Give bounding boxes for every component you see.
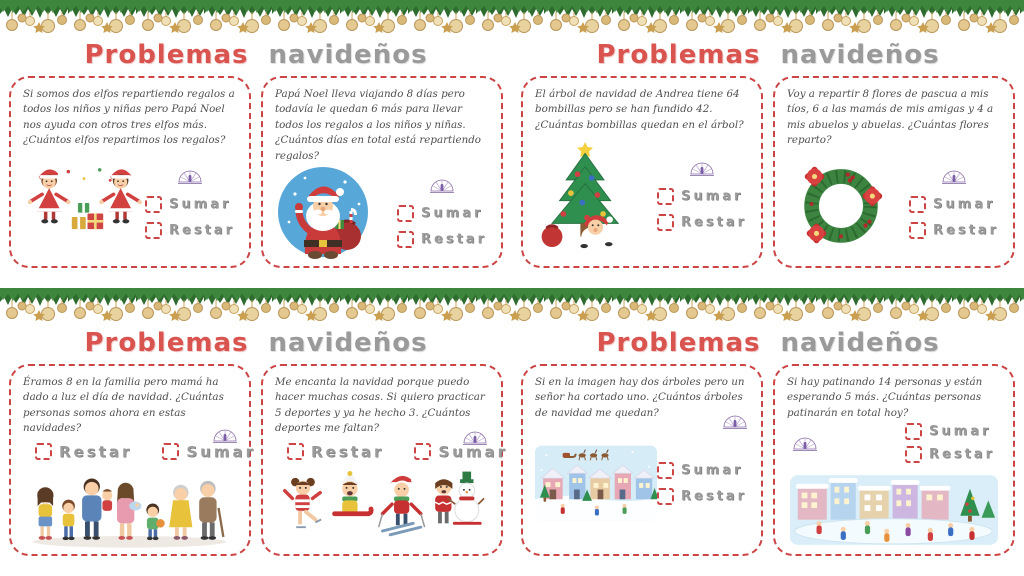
problem-card-village — [521, 364, 763, 556]
option-sumar — [909, 196, 995, 213]
sumar-label: Sumar — [681, 189, 744, 205]
problem-card-wreath — [773, 76, 1015, 268]
option-restar — [145, 222, 235, 239]
restar-label: Restar — [421, 232, 487, 248]
option-sumar — [162, 443, 256, 461]
restar-checkbox[interactable] — [657, 488, 674, 505]
options — [909, 167, 1001, 239]
sumar-label: Sumar — [169, 196, 232, 212]
sumar-label: Sumar — [929, 424, 992, 440]
options — [145, 167, 237, 239]
problem-text: Papá Noel lleva viajando 8 días pero todavía le quedan 6 más para llevar todos los regalos a los niños y niñas. ¿Cuántos días en total está repartiendo regalos? — [275, 88, 481, 162]
ice-skating-rink-illustration — [790, 475, 998, 545]
sumar-label: Sumar — [438, 442, 508, 461]
problem-text: Éramos 8 en la familia pero mamá ha dado a luz el día de navidad. ¿Cuántas personas somos ahora en estas navidades? — [23, 376, 224, 435]
kids-winter-sports-illustration — [279, 471, 485, 545]
restar-label: Restar — [59, 442, 133, 461]
title-navidenos: navideños — [780, 40, 940, 70]
worksheet-bottom-half — [0, 288, 1024, 576]
garland-border — [0, 0, 1024, 34]
card-bottom — [787, 149, 1001, 257]
title-problemas: Problemas — [84, 40, 249, 70]
sumar-label: Sumar — [933, 196, 996, 212]
option-restar — [905, 446, 995, 463]
option-sumar — [905, 423, 991, 440]
options — [35, 442, 256, 461]
worksheet-title — [596, 34, 939, 76]
worksheet-title — [84, 34, 427, 76]
sumar-checkbox[interactable] — [909, 196, 926, 213]
card-middle — [791, 423, 997, 463]
restar-label: Restar — [311, 442, 385, 461]
sumar-checkbox[interactable] — [657, 462, 674, 479]
worksheet-title — [596, 322, 939, 364]
snowy-village-illustration — [535, 439, 657, 527]
card-bottom — [23, 149, 237, 257]
garland-border — [0, 288, 1024, 322]
option-restar — [657, 488, 747, 505]
card-bottom — [23, 463, 237, 549]
brand-logo — [721, 412, 749, 430]
brand-logo — [791, 434, 819, 452]
title-problemas: Problemas — [596, 328, 761, 358]
sumar-label: Sumar — [681, 462, 744, 478]
options — [657, 462, 749, 505]
top-quadrants — [0, 34, 1024, 268]
santa-with-sack-illustration — [275, 164, 371, 260]
quadrant-4 — [512, 322, 1024, 556]
problem-card-family — [9, 364, 256, 556]
problem-card-skating — [773, 364, 1015, 556]
quadrant-3 — [0, 322, 512, 556]
sumar-label: Sumar — [186, 442, 256, 461]
title-problemas: Problemas — [596, 40, 761, 70]
sumar-checkbox[interactable] — [162, 443, 179, 460]
problem-text: Si hay patinando 14 personas y están esperando 5 más. ¿Cuántas personas patinarán en total hoy? — [787, 376, 983, 419]
problem-card-elves — [9, 76, 251, 268]
restar-checkbox[interactable] — [145, 222, 162, 239]
problem-card-santa — [261, 76, 503, 268]
card-row — [0, 76, 512, 268]
options — [657, 159, 749, 231]
option-sumar — [397, 205, 483, 222]
title-navidenos: navideños — [268, 40, 428, 70]
options — [397, 176, 489, 248]
brand-logo — [688, 159, 716, 177]
restar-checkbox[interactable] — [35, 443, 52, 460]
restar-label: Restar — [929, 447, 995, 463]
option-restar — [909, 222, 999, 239]
option-sumar — [145, 196, 231, 213]
title-problemas: Problemas — [84, 328, 249, 358]
sumar-checkbox[interactable] — [657, 188, 674, 205]
options — [287, 442, 508, 461]
title-navidenos: navideños — [268, 328, 428, 358]
sumar-checkbox[interactable] — [414, 443, 431, 460]
card-row — [0, 364, 512, 556]
problem-card-sports — [261, 364, 508, 556]
problem-text: Si somos dos elfos repartiendo regalos a todos los niños y niñas pero Papá Noel nos ayuda con otros tres elfos más. ¿Cuántos elfos repartimos los regalos? — [23, 88, 235, 147]
christmas-tree-with-santa-illustration — [535, 139, 639, 251]
problem-text: El árbol de navidad de Andrea tiene 64 bombillas pero se han fundido 42. ¿Cuántas bombillas quedan en el árbol? — [535, 88, 744, 131]
option-restar — [657, 214, 747, 231]
restar-checkbox[interactable] — [657, 214, 674, 231]
problem-text: Me encanta la navidad porque puedo hacer muchas cosas. Si quiero practicar 5 deportes y ya he hecho 3. ¿Cuántos deportes me faltan? — [275, 376, 485, 435]
option-restar — [397, 231, 487, 248]
options — [905, 423, 997, 463]
restar-checkbox[interactable] — [397, 231, 414, 248]
restar-checkbox[interactable] — [905, 446, 922, 463]
brand-logo — [940, 167, 968, 185]
option-restar — [287, 443, 384, 461]
family-illustration — [26, 463, 234, 549]
brand-logo — [428, 176, 456, 194]
brand-logo — [461, 428, 489, 446]
card-bottom — [535, 133, 749, 257]
restar-label: Restar — [933, 222, 999, 238]
restar-label: Restar — [681, 488, 747, 504]
quadrant-2 — [512, 34, 1024, 268]
option-sumar — [657, 462, 743, 479]
restar-label: Restar — [169, 222, 235, 238]
problem-text: Voy a repartir 8 flores de pascua a mis tíos, 6 a las mamás de mis amigas y 4 a mis abuelos y abuelas. ¿Cuántas flores reparto? — [787, 88, 994, 147]
card-bottom — [535, 421, 749, 545]
card-bottom — [275, 164, 489, 260]
option-restar — [35, 443, 132, 461]
option-sumar — [657, 188, 743, 205]
card-bottom — [787, 465, 1001, 545]
problem-text: Si en la imagen hay dos árboles pero un señor ha cortado uno. ¿Cuántos árboles de navidad me quedan? — [535, 376, 745, 419]
title-navidenos: navideños — [780, 328, 940, 358]
christmas-wreath-illustration — [787, 153, 895, 253]
restar-label: Restar — [681, 215, 747, 231]
sumar-label: Sumar — [421, 206, 484, 222]
quadrant-1 — [0, 34, 512, 268]
card-bottom — [275, 463, 489, 545]
bottom-quadrants — [0, 322, 1024, 556]
restar-checkbox[interactable] — [909, 222, 926, 239]
card-row — [512, 364, 1024, 556]
brand-logo — [211, 426, 239, 444]
sumar-checkbox[interactable] — [145, 196, 162, 213]
card-row — [512, 76, 1024, 268]
two-elves-with-gifts-illustration — [23, 157, 145, 249]
sumar-checkbox[interactable] — [905, 423, 922, 440]
sumar-checkbox[interactable] — [397, 205, 414, 222]
restar-checkbox[interactable] — [287, 443, 304, 460]
worksheet-title — [84, 322, 427, 364]
problem-card-tree — [521, 76, 763, 268]
brand-logo — [176, 167, 204, 185]
